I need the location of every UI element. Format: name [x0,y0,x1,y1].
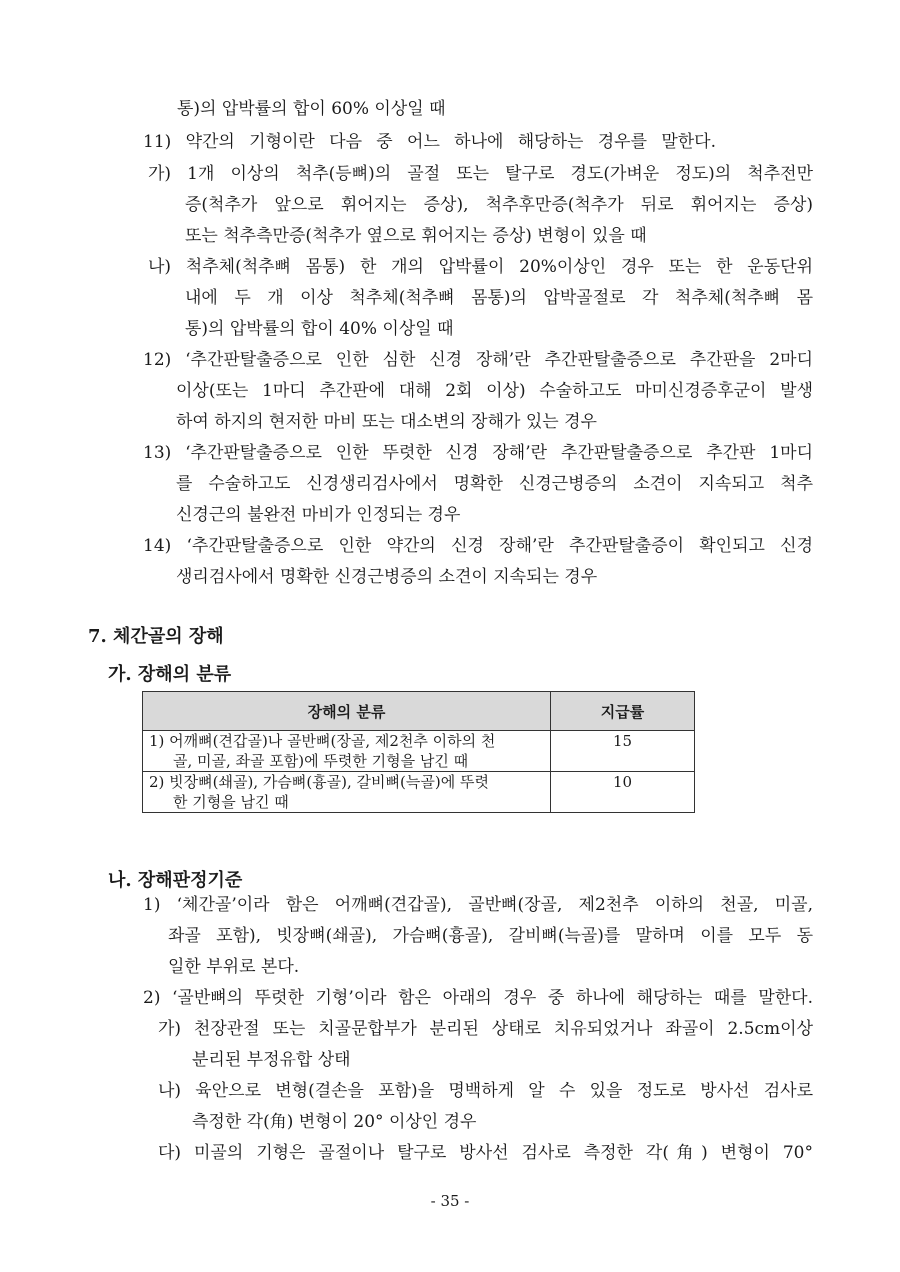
text-line: 증(척추가 앞으로 휘어지는 증상), 척추후만증(척추가 뒤로 휘어지는 증상) [185,195,813,215]
text-line: 나) 척추체(척추뼈 몸통) 한 개의 압박률이 20%이상인 경우 또는 한 운동단위 [148,257,813,277]
text-line: 13) ‘추간판탈출증으로 인한 뚜렷한 신경 장해’란 추간판탈출증으로 추간판 1마디 [143,443,813,463]
table-cell-category [143,731,551,772]
cell-text: 2) 빗장뼈(쇄골), 가슴뼈(흉골), 갈비뼈(늑골)에 뚜렷 [149,773,489,791]
column-header-category: 장해의 분류 [143,692,551,731]
text-line: 다) 미골의 기형은 골절이나 탈구로 방사선 검사로 측정한 각(角) 변형이 70° [158,1143,813,1163]
text-line: 또는 척추측만증(척추가 옆으로 휘어지는 증상) 변형이 있을 때 [185,226,647,246]
text-line: 하여 하지의 현저한 마비 또는 대소변의 장해가 있는 경우 [176,412,597,432]
text-line: 분리된 부정유합 상태 [192,1050,351,1070]
text-line: 내에 두 개 이상 척추체(척추뼈 몸통)의 압박골절로 각 척추체(척추뼈 몸 [185,288,813,308]
text-line: 1) ‘체간골’이라 함은 어깨뼈(견갑골), 골반뼈(장골, 제2천추 이하의 천골, 미골, [143,895,813,915]
cell-text: 1) 어깨뼈(견갑골)나 골반뼈(장골, 제2천추 이하의 천 [149,732,496,750]
text-line: 신경근의 불완전 마비가 인정되는 경우 [176,505,461,525]
page-number: - 35 - [430,1192,470,1210]
disability-classification-table [142,691,695,813]
rate-value: 15 [612,732,633,750]
text-line: 이상(또는 1마디 추간판에 대해 2회 이상) 수술하고도 마미신경증후군이 발생 [176,381,813,401]
text-line: 일한 부위로 본다. [168,957,300,977]
text-line: 가) 천장관절 또는 치골문합부가 분리된 상태로 치유되었거나 좌골이 2.5cm이상 [158,1019,813,1039]
table-row [143,772,695,813]
table-cell-category [143,772,551,813]
rate-value: 10 [612,773,633,791]
text-line: 를 수술하고도 신경생리검사에서 명확한 신경근병증의 소견이 지속되고 척추 [176,474,813,494]
text-line: 11) 약간의 기형이란 다음 중 어느 하나에 해당하는 경우를 말한다. [143,132,716,152]
text-line: 통)의 압박률의 합이 60% 이상일 때 [177,99,446,119]
text-line: 통)의 압박률의 합이 40% 이상일 때 [185,319,454,339]
text-line: 가) 1개 이상의 척추(등뼈)의 골절 또는 탈구로 경도(가벼운 정도)의 척추전만 [148,164,813,184]
cell-text: 골, 미골, 좌골 포함)에 뚜렷한 기형을 남긴 때 [173,752,469,770]
table-header-row [143,692,695,731]
text-line: 생리검사에서 명확한 신경근병증의 소견이 지속되는 경우 [176,567,598,587]
table-cell-rate [551,731,695,772]
subsection-title: 가. 장해의 분류 [108,664,232,685]
text-line: 측정한 각(角) 변형이 20° 이상인 경우 [192,1112,477,1132]
table-cell-rate [551,772,695,813]
subsection-title: 나. 장해판정기준 [108,870,243,891]
text-line: 12) ‘추간판탈출증으로 인한 심한 신경 장해’란 추간판탈출증으로 추간판을 2마디 [143,350,813,370]
section-title: 7. 체간골의 장해 [88,626,224,647]
column-header-rate: 지급률 [551,692,695,731]
text-line: 14) ‘추간판탈출증으로 인한 약간의 신경 장해’란 추간판탈출증이 확인되고 신경 [143,536,813,556]
text-line: 2) ‘골반뼈의 뚜렷한 기형’이라 함은 아래의 경우 중 하나에 해당하는 때를 말한다. [143,988,813,1008]
text-line: 좌골 포함), 빗장뼈(쇄골), 가슴뼈(흉골), 갈비뼈(늑골)를 말하며 이를 모두 동 [168,926,813,946]
text-line: 나) 육안으로 변형(결손을 포함)을 명백하게 알 수 있을 정도로 방사선 검사로 [158,1081,813,1101]
cell-text: 한 기형을 남긴 때 [173,793,289,811]
table-row [143,731,695,772]
